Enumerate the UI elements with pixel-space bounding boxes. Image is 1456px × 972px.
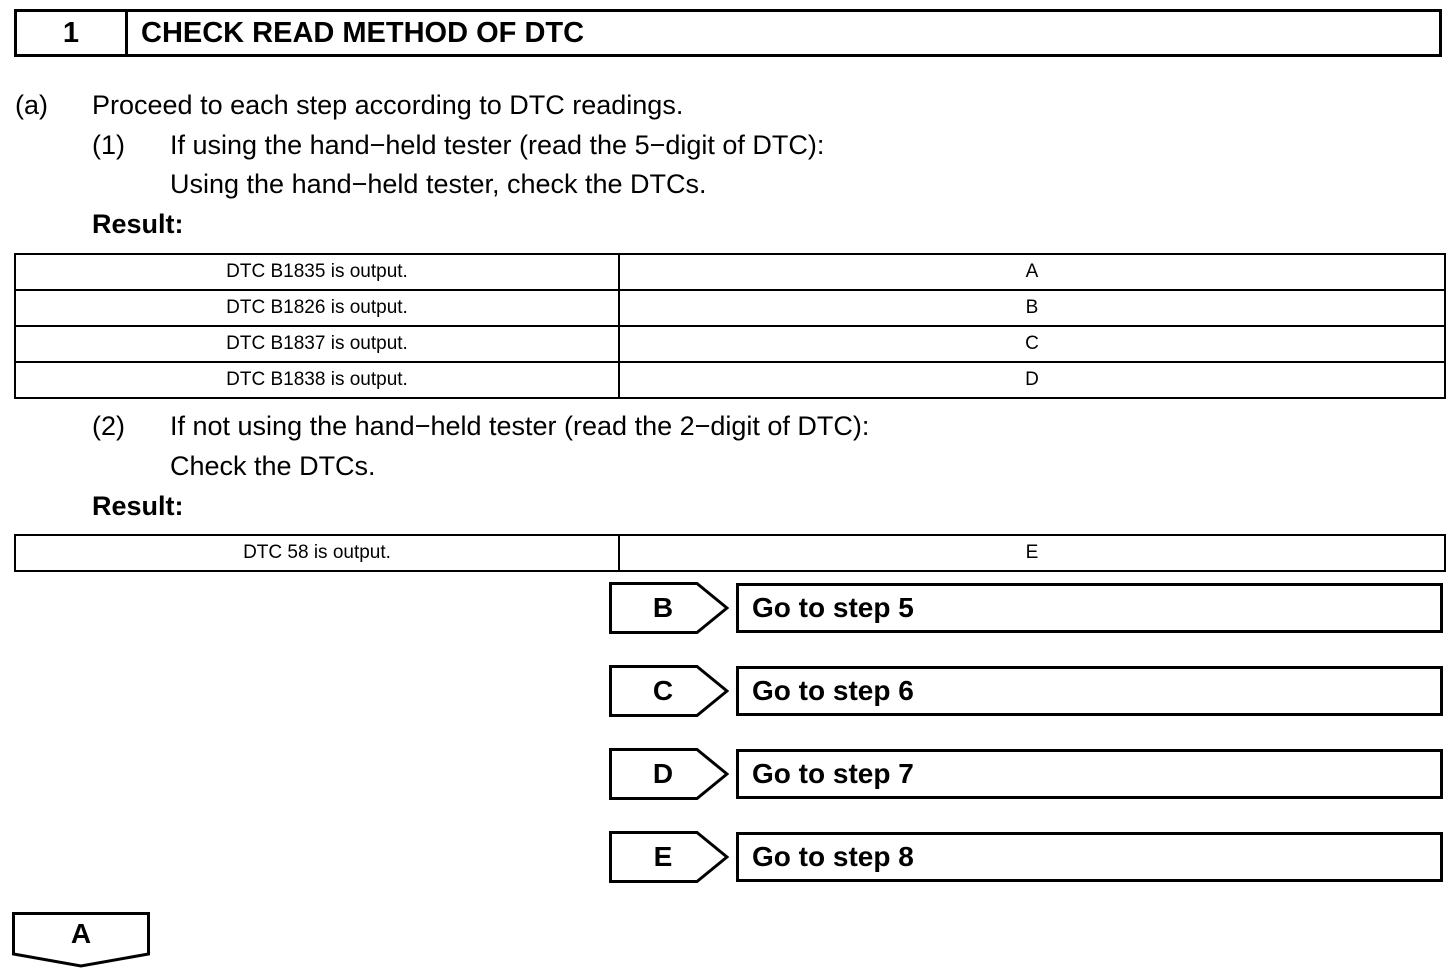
condition-cell: DTC 58 is output. bbox=[15, 535, 619, 571]
result-table-2 bbox=[14, 534, 1446, 572]
item-1-marker: (1) bbox=[92, 130, 125, 160]
goto-letter: B bbox=[652, 592, 674, 623]
step-header bbox=[14, 9, 1442, 57]
goto-letter: E bbox=[653, 841, 673, 872]
step-number: 1 bbox=[17, 12, 128, 54]
condition-cell: DTC B1835 is output. bbox=[15, 254, 619, 290]
goto-letter: D bbox=[652, 758, 674, 789]
result-label-2: Result: bbox=[92, 491, 184, 521]
goto-step-6-box[interactable]: Go to step 6 bbox=[736, 666, 1443, 716]
table-row bbox=[15, 254, 1445, 290]
condition-cell: DTC B1838 is output. bbox=[15, 362, 619, 398]
goto-tag-b[interactable] bbox=[609, 582, 729, 634]
goto-step-5-box[interactable]: Go to step 5 bbox=[736, 583, 1443, 633]
item-a-marker: (a) bbox=[15, 90, 48, 120]
goto-step-7-box[interactable]: Go to step 7 bbox=[736, 749, 1443, 799]
result-cell: B bbox=[619, 290, 1445, 326]
item-1-line1: If using the hand−held tester (read the 5−digit of DTC): bbox=[170, 130, 825, 160]
result-label-1: Result: bbox=[92, 209, 184, 239]
result-cell: D bbox=[619, 362, 1445, 398]
step-title: CHECK READ METHOD OF DTC bbox=[141, 16, 585, 49]
result-cell: C bbox=[619, 326, 1445, 362]
condition-cell: DTC B1826 is output. bbox=[15, 290, 619, 326]
table-row bbox=[15, 362, 1445, 398]
result-cell: A bbox=[619, 254, 1445, 290]
item-a-text: Proceed to each step according to DTC readings. bbox=[92, 90, 684, 120]
table-row bbox=[15, 326, 1445, 362]
continue-letter: A bbox=[70, 918, 92, 949]
condition-cell: DTC B1837 is output. bbox=[15, 326, 619, 362]
item-1-line2: Using the hand−held tester, check the DTCs. bbox=[170, 169, 707, 199]
goto-tag-d[interactable] bbox=[609, 748, 729, 800]
goto-tag-e[interactable] bbox=[609, 831, 729, 883]
table-row bbox=[15, 535, 1445, 571]
result-cell: E bbox=[619, 535, 1445, 571]
item-2-line2: Check the DTCs. bbox=[170, 451, 376, 481]
item-2-marker: (2) bbox=[92, 411, 125, 441]
result-table-1 bbox=[14, 253, 1446, 399]
goto-letter: C bbox=[652, 675, 674, 706]
goto-tag-c[interactable] bbox=[609, 665, 729, 717]
table-row bbox=[15, 290, 1445, 326]
goto-step-8-box[interactable]: Go to step 8 bbox=[736, 832, 1443, 882]
item-2-line1: If not using the hand−held tester (read the 2−digit of DTC): bbox=[170, 411, 870, 441]
continue-tag-a[interactable] bbox=[12, 912, 150, 968]
